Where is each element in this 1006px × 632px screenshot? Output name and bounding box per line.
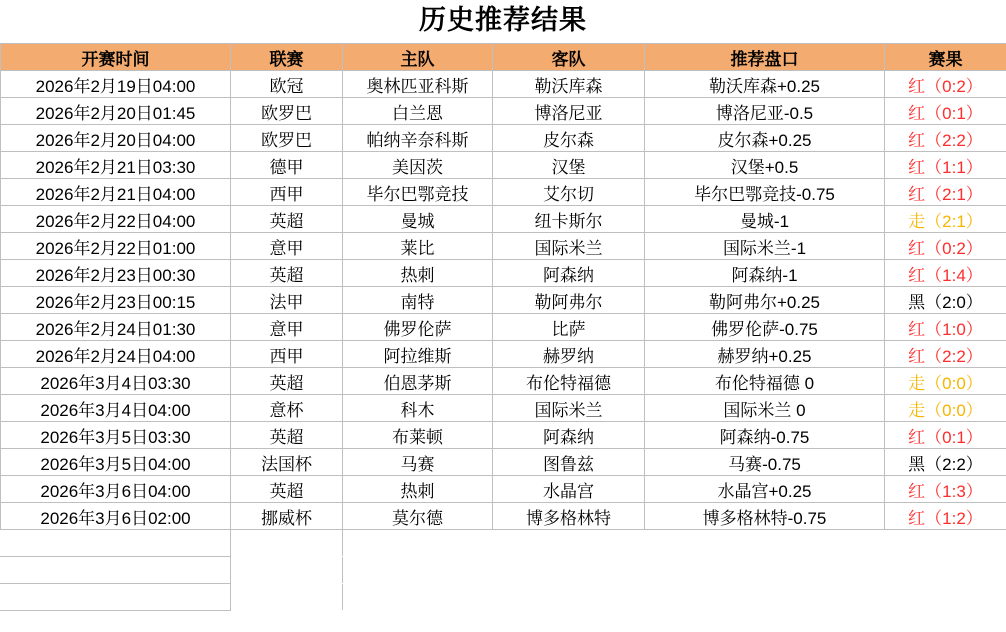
cell-away: 布伦特福德 <box>493 368 645 395</box>
cell-league: 欧罗巴 <box>231 125 343 152</box>
status-badge: 走（0:0） <box>908 373 983 393</box>
status-badge: 黑（2:0） <box>908 292 983 312</box>
table-row <box>1 233 1006 260</box>
cell-result <box>885 152 1006 179</box>
table-row <box>1 125 1006 152</box>
cell-away: 皮尔森 <box>493 125 645 152</box>
cell-away: 图鲁兹 <box>493 449 645 476</box>
cell-pick: 国际米兰 0 <box>645 395 885 422</box>
status-badge: 红（2:2） <box>908 346 983 366</box>
cell-result <box>885 260 1006 287</box>
blank-cell <box>645 584 885 611</box>
cell-pick: 博洛尼亚-0.5 <box>645 98 885 125</box>
cell-result <box>885 503 1006 530</box>
status-badge: 黑（2:2） <box>908 454 983 474</box>
blank-row <box>1 584 1006 611</box>
cell-home: 美因茨 <box>343 152 493 179</box>
cell-home: 奥林匹亚科斯 <box>343 71 493 98</box>
cell-home: 帕纳辛奈科斯 <box>343 125 493 152</box>
cell-league: 德甲 <box>231 152 343 179</box>
cell-league: 英超 <box>231 206 343 233</box>
cell-pick: 勒沃库森+0.25 <box>645 71 885 98</box>
cell-pick: 汉堡+0.5 <box>645 152 885 179</box>
cell-time: 2026年2月22日01:00 <box>1 233 231 260</box>
blank-cell <box>885 584 1006 611</box>
cell-pick: 曼城-1 <box>645 206 885 233</box>
cell-home: 南特 <box>343 287 493 314</box>
cell-pick: 阿森纳-0.75 <box>645 422 885 449</box>
status-badge: 红（1:0） <box>908 319 983 339</box>
table-row <box>1 341 1006 368</box>
cell-home: 阿拉维斯 <box>343 341 493 368</box>
blank-cell <box>231 530 343 557</box>
cell-league: 欧冠 <box>231 71 343 98</box>
cell-pick: 博多格林特-0.75 <box>645 503 885 530</box>
cell-league: 意杯 <box>231 395 343 422</box>
table-row <box>1 395 1006 422</box>
cell-result <box>885 98 1006 125</box>
cell-result <box>885 179 1006 206</box>
cell-home: 毕尔巴鄂竞技 <box>343 179 493 206</box>
table-body <box>1 71 1006 611</box>
cell-away: 阿森纳 <box>493 260 645 287</box>
status-badge: 红（0:2） <box>908 238 983 258</box>
history-results-table <box>0 43 1006 611</box>
header-row <box>1 44 1006 71</box>
cell-time: 2026年3月4日03:30 <box>1 368 231 395</box>
status-badge: 红（1:2） <box>908 508 983 528</box>
cell-result <box>885 287 1006 314</box>
cell-away: 纽卡斯尔 <box>493 206 645 233</box>
cell-result <box>885 476 1006 503</box>
cell-time: 2026年2月24日01:30 <box>1 314 231 341</box>
table-row <box>1 314 1006 341</box>
cell-league: 西甲 <box>231 179 343 206</box>
cell-away: 国际米兰 <box>493 395 645 422</box>
cell-home: 布莱顿 <box>343 422 493 449</box>
cell-result <box>885 422 1006 449</box>
cell-result <box>885 125 1006 152</box>
blank-cell <box>343 530 493 557</box>
column-header-pick: 推荐盘口 <box>645 44 885 71</box>
column-header-league: 联赛 <box>231 44 343 71</box>
cell-time: 2026年2月22日04:00 <box>1 206 231 233</box>
cell-home: 科木 <box>343 395 493 422</box>
blank-cell <box>231 584 343 611</box>
cell-pick: 水晶宫+0.25 <box>645 476 885 503</box>
column-header-home: 主队 <box>343 44 493 71</box>
cell-home: 白兰恩 <box>343 98 493 125</box>
table-row <box>1 206 1006 233</box>
cell-home: 热刺 <box>343 260 493 287</box>
blank-cell <box>493 557 645 584</box>
status-badge: 走（2:1） <box>908 211 983 231</box>
cell-league: 英超 <box>231 476 343 503</box>
blank-cell <box>493 530 645 557</box>
cell-pick: 佛罗伦萨-0.75 <box>645 314 885 341</box>
cell-result <box>885 206 1006 233</box>
cell-league: 法国杯 <box>231 449 343 476</box>
cell-away: 比萨 <box>493 314 645 341</box>
cell-time: 2026年2月21日04:00 <box>1 179 231 206</box>
status-badge: 红（1:1） <box>908 157 983 177</box>
table-row <box>1 449 1006 476</box>
blank-cell <box>1 557 231 584</box>
cell-pick: 勒阿弗尔+0.25 <box>645 287 885 314</box>
cell-away: 博多格林特 <box>493 503 645 530</box>
table-row <box>1 476 1006 503</box>
status-badge: 红（0:2） <box>908 76 983 96</box>
cell-league: 挪威杯 <box>231 503 343 530</box>
cell-time: 2026年3月5日03:30 <box>1 422 231 449</box>
blank-cell <box>885 557 1006 584</box>
cell-result <box>885 314 1006 341</box>
cell-time: 2026年2月20日04:00 <box>1 125 231 152</box>
cell-away: 汉堡 <box>493 152 645 179</box>
blank-row <box>1 557 1006 584</box>
cell-league: 意甲 <box>231 314 343 341</box>
cell-away: 国际米兰 <box>493 233 645 260</box>
cell-league: 英超 <box>231 422 343 449</box>
blank-row <box>1 530 1006 557</box>
status-badge: 红（0:1） <box>908 427 983 447</box>
cell-home: 莱比 <box>343 233 493 260</box>
cell-result <box>885 368 1006 395</box>
status-badge: 走（0:0） <box>908 400 983 420</box>
page-title: 历史推荐结果 <box>419 5 587 35</box>
table-row <box>1 503 1006 530</box>
table-row <box>1 260 1006 287</box>
cell-result <box>885 341 1006 368</box>
cell-pick: 皮尔森+0.25 <box>645 125 885 152</box>
cell-home: 莫尔德 <box>343 503 493 530</box>
cell-away: 勒阿弗尔 <box>493 287 645 314</box>
blank-cell <box>1 530 231 557</box>
cell-league: 西甲 <box>231 341 343 368</box>
cell-time: 2026年2月24日04:00 <box>1 341 231 368</box>
cell-league: 法甲 <box>231 287 343 314</box>
cell-result <box>885 395 1006 422</box>
cell-away: 赫罗纳 <box>493 341 645 368</box>
blank-cell <box>231 557 343 584</box>
cell-away: 艾尔切 <box>493 179 645 206</box>
cell-result <box>885 449 1006 476</box>
cell-pick: 布伦特福德 0 <box>645 368 885 395</box>
cell-home: 马赛 <box>343 449 493 476</box>
cell-time: 2026年3月4日04:00 <box>1 395 231 422</box>
cell-pick: 毕尔巴鄂竞技-0.75 <box>645 179 885 206</box>
cell-time: 2026年2月21日03:30 <box>1 152 231 179</box>
table-row <box>1 152 1006 179</box>
cell-away: 水晶宫 <box>493 476 645 503</box>
cell-time: 2026年3月5日04:00 <box>1 449 231 476</box>
cell-time: 2026年2月23日00:15 <box>1 287 231 314</box>
cell-home: 佛罗伦萨 <box>343 314 493 341</box>
status-badge: 红（2:1） <box>908 184 983 204</box>
cell-home: 热刺 <box>343 476 493 503</box>
status-badge: 红（1:4） <box>908 265 983 285</box>
cell-home: 伯恩茅斯 <box>343 368 493 395</box>
blank-cell <box>493 584 645 611</box>
column-header-time: 开赛时间 <box>1 44 231 71</box>
blank-cell <box>645 557 885 584</box>
cell-pick: 赫罗纳+0.25 <box>645 341 885 368</box>
cell-pick: 国际米兰-1 <box>645 233 885 260</box>
blank-cell <box>885 530 1006 557</box>
cell-time: 2026年2月20日01:45 <box>1 98 231 125</box>
cell-pick: 阿森纳-1 <box>645 260 885 287</box>
table-header <box>1 44 1006 71</box>
cell-league: 英超 <box>231 368 343 395</box>
cell-league: 欧罗巴 <box>231 98 343 125</box>
table-row <box>1 287 1006 314</box>
cell-league: 英超 <box>231 260 343 287</box>
blank-cell <box>645 530 885 557</box>
cell-away: 阿森纳 <box>493 422 645 449</box>
cell-time: 2026年2月19日04:00 <box>1 71 231 98</box>
column-header-result: 赛果 <box>885 44 1006 71</box>
cell-result <box>885 71 1006 98</box>
table-row <box>1 422 1006 449</box>
cell-home: 曼城 <box>343 206 493 233</box>
cell-league: 意甲 <box>231 233 343 260</box>
blank-cell <box>343 557 493 584</box>
column-header-away: 客队 <box>493 44 645 71</box>
cell-away: 博洛尼亚 <box>493 98 645 125</box>
cell-pick: 马赛-0.75 <box>645 449 885 476</box>
table-row <box>1 71 1006 98</box>
table-row <box>1 368 1006 395</box>
status-badge: 红（0:1） <box>908 103 983 123</box>
blank-cell <box>1 584 231 611</box>
blank-cell <box>343 584 493 611</box>
cell-time: 2026年3月6日04:00 <box>1 476 231 503</box>
cell-time: 2026年2月23日00:30 <box>1 260 231 287</box>
status-badge: 红（2:2） <box>908 130 983 150</box>
table-row <box>1 98 1006 125</box>
cell-away: 勒沃库森 <box>493 71 645 98</box>
status-badge: 红（1:3） <box>908 481 983 501</box>
table-row <box>1 179 1006 206</box>
cell-time: 2026年3月6日02:00 <box>1 503 231 530</box>
cell-result <box>885 233 1006 260</box>
